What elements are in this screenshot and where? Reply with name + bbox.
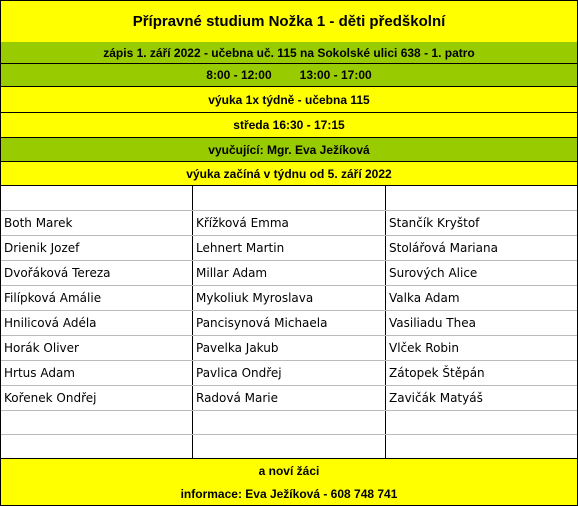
start-text: výuka začíná v týdnu od 5. září 2022: [186, 166, 392, 181]
student-name: Horák Oliver: [1, 336, 193, 360]
new-pupils-row: [0, 458, 578, 483]
table-row: [1, 261, 577, 286]
student-name: Filípková Amálie: [1, 286, 193, 310]
contact-row: [0, 482, 578, 506]
contact-text: informace: Eva Ježíková - 608 748 741: [180, 486, 398, 501]
page-title: [0, 0, 578, 43]
empty-cell: [193, 411, 386, 434]
table-row: [1, 386, 577, 411]
student-name: Stančík Kryštof: [389, 216, 480, 230]
table-row: [1, 435, 577, 459]
start-row: [0, 162, 578, 186]
student-name: Hrtus Adam: [1, 361, 193, 385]
title-text: Přípravné studium Nožka 1 - děti předškolní: [132, 13, 446, 30]
hours-row: [0, 64, 578, 87]
student-name: Radová Marie: [193, 386, 386, 410]
teacher-text: vyučující: Mgr. Eva Ježíková: [208, 142, 370, 157]
student-name: Vasiliadu Thea: [389, 316, 476, 330]
lesson-frequency-row: [0, 87, 578, 113]
hours-afternoon: 13:00 - 17:00: [299, 68, 372, 82]
students-table: [0, 186, 578, 459]
student-name: Both Marek: [1, 211, 193, 235]
student-name: Pavlica Ondřej: [193, 361, 386, 385]
student-name: Pavelka Jakub: [193, 336, 386, 360]
empty-cell: [386, 435, 577, 458]
student-name: Surových Alice: [389, 266, 478, 280]
student-name: Pancisynová Michaela: [193, 311, 386, 335]
empty-cell: [1, 186, 193, 210]
empty-cell: [1, 435, 193, 458]
student-name: Mykoliuk Myroslava: [193, 286, 386, 310]
lesson-frequency-text: výuka 1x týdně - učebna 115: [208, 92, 370, 107]
teacher-row: [0, 138, 578, 162]
lesson-time-row: [0, 113, 578, 138]
empty-cell: [193, 186, 386, 210]
student-name: Drienik Jozef: [1, 236, 193, 260]
student-name: Kořenek Ondřej: [1, 386, 193, 410]
enrollment-text: zápis 1. září 2022 - učebna uč. 115 na Sokolské ulici 638 - 1. patro: [103, 45, 475, 60]
student-name: Zátopek Štěpán: [389, 366, 485, 380]
table-row: [1, 336, 577, 361]
student-name: Valka Adam: [389, 291, 460, 305]
empty-cell: [1, 411, 193, 434]
empty-cell: [386, 411, 577, 434]
enrollment-row: [0, 42, 578, 64]
student-name: Millar Adam: [193, 261, 386, 285]
student-name: Stolářová Mariana: [389, 241, 498, 255]
new-pupils-text: a noví žáci: [258, 463, 320, 478]
table-row: [1, 236, 577, 261]
table-row: [1, 186, 577, 211]
table-row: [1, 411, 577, 435]
table-row: [1, 286, 577, 311]
table-row: [1, 311, 577, 336]
student-name: Dvořáková Tereza: [1, 261, 193, 285]
student-name: Hnilicová Adéla: [1, 311, 193, 335]
student-name: Vlček Robin: [389, 341, 459, 355]
table-row: [1, 211, 577, 236]
empty-cell: [193, 435, 386, 458]
student-name: Lehnert Martin: [193, 236, 386, 260]
lesson-time-text: středa 16:30 - 17:15: [233, 118, 345, 132]
empty-cell: [386, 186, 577, 210]
table-row: [1, 361, 577, 386]
student-name: Křížková Emma: [193, 211, 386, 235]
student-name: Zavičák Matyáš: [389, 391, 483, 405]
hours-morning: 8:00 - 12:00: [206, 68, 272, 82]
